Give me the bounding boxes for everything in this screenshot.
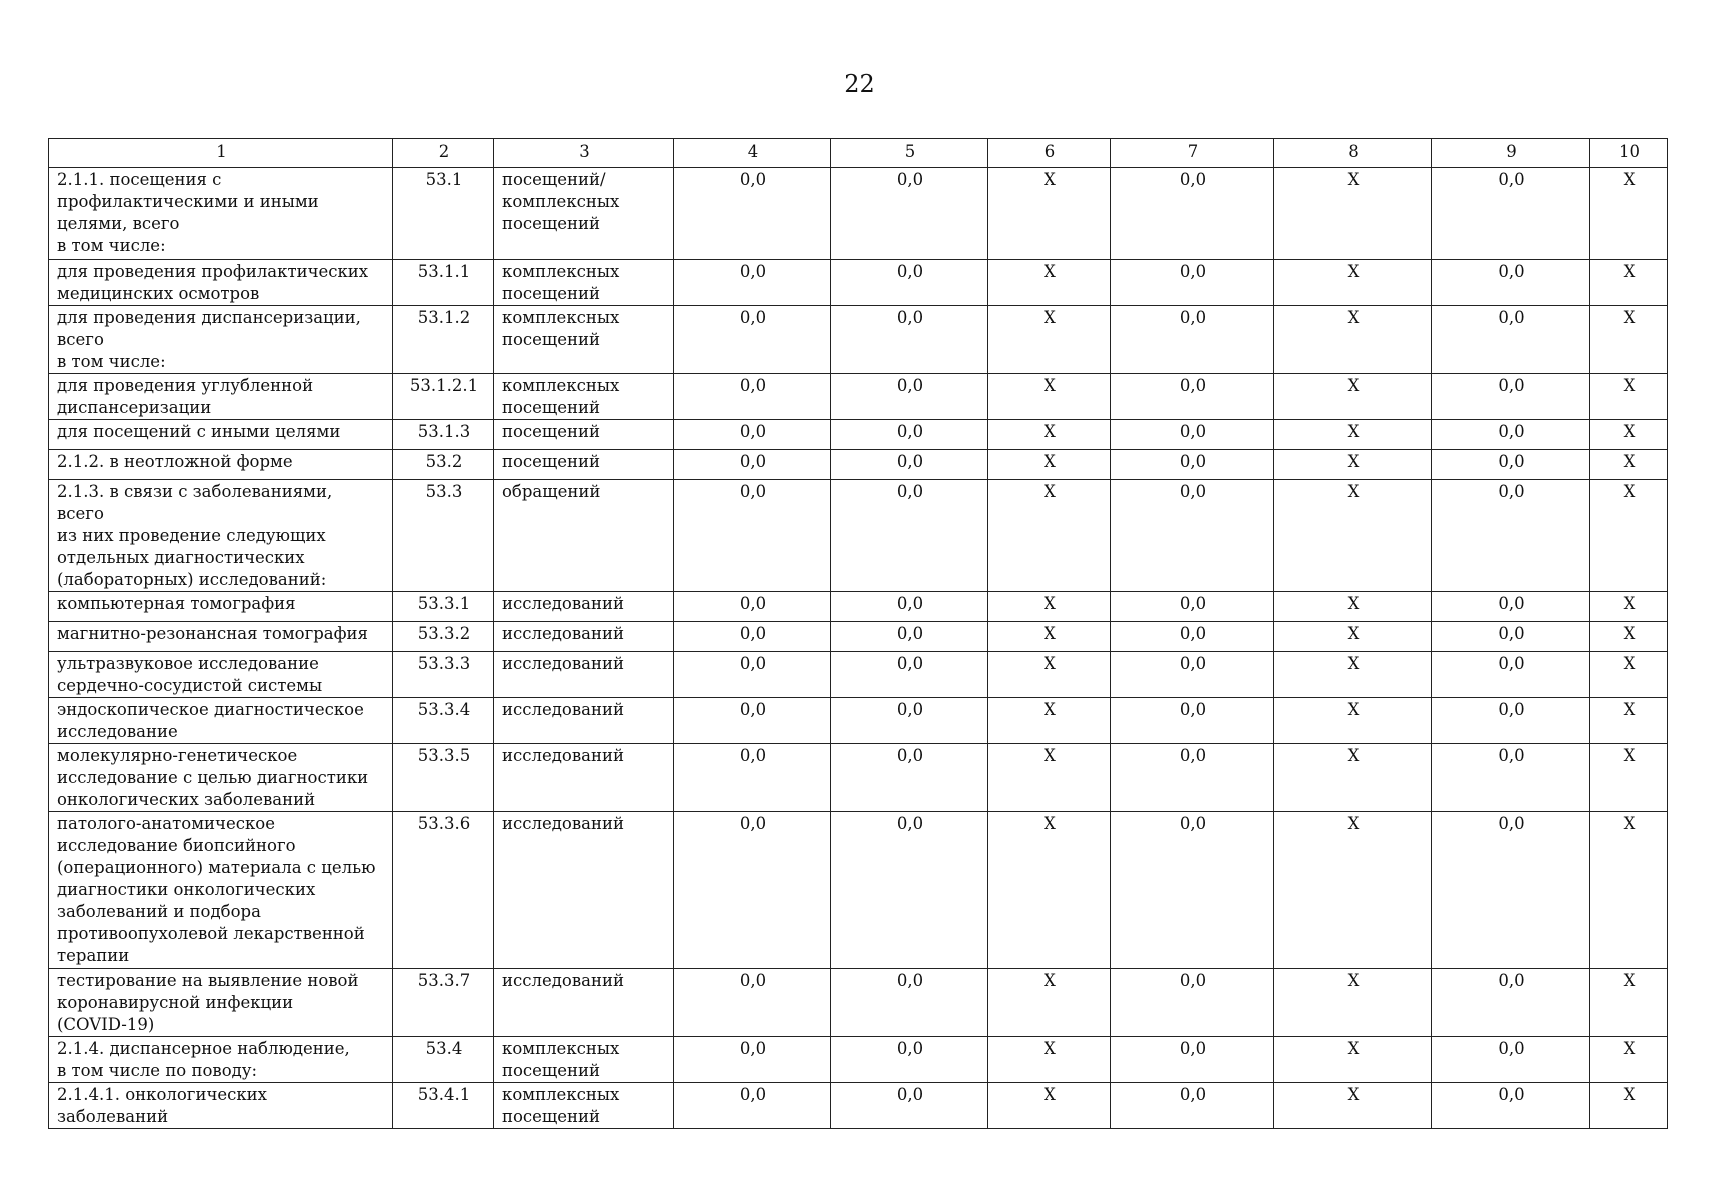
row-code: 53.3.7	[393, 969, 494, 1037]
cell-col7: 0,0	[1111, 260, 1274, 306]
cell-col9: 0,0	[1432, 480, 1590, 592]
row-unit: исследований	[494, 744, 674, 812]
cell-col10: X	[1590, 260, 1668, 306]
table-row	[49, 306, 1668, 374]
column-header-9: 9	[1432, 139, 1590, 168]
row-name: 2.1.2. в неотложной форме	[49, 450, 393, 480]
cell-col6: X	[988, 592, 1111, 622]
cell-col10: X	[1590, 969, 1668, 1037]
cell-col7: 0,0	[1111, 480, 1274, 592]
page-number: 22	[844, 70, 875, 98]
cell-col6: X	[988, 812, 1111, 969]
cell-col8: X	[1274, 480, 1432, 592]
cell-col9: 0,0	[1432, 306, 1590, 374]
row-name: для проведения профилактических медицинских осмотров	[49, 260, 393, 306]
table-row	[49, 1037, 1668, 1083]
cell-col4: 0,0	[674, 306, 831, 374]
column-header-5: 5	[831, 139, 988, 168]
cell-col9: 0,0	[1432, 374, 1590, 420]
cell-col5: 0,0	[831, 592, 988, 622]
cell-col4: 0,0	[674, 374, 831, 420]
row-code: 53.4.1	[393, 1083, 494, 1129]
cell-col4: 0,0	[674, 168, 831, 260]
cell-col8: X	[1274, 450, 1432, 480]
cell-col5: 0,0	[831, 420, 988, 450]
cell-col6: X	[988, 698, 1111, 744]
cell-col6: X	[988, 168, 1111, 260]
row-name: 2.1.1. посещения с профилактическими и иными целями, всего в том числе:	[49, 168, 393, 260]
column-header-2: 2	[393, 139, 494, 168]
cell-col4: 0,0	[674, 450, 831, 480]
cell-col8: X	[1274, 969, 1432, 1037]
cell-col8: X	[1274, 306, 1432, 374]
cell-col10: X	[1590, 306, 1668, 374]
row-code: 53.3.4	[393, 698, 494, 744]
cell-col6: X	[988, 260, 1111, 306]
column-header-3: 3	[494, 139, 674, 168]
cell-col4: 0,0	[674, 812, 831, 969]
cell-col10: X	[1590, 168, 1668, 260]
row-unit: комплексных посещений	[494, 1083, 674, 1129]
table-row	[49, 374, 1668, 420]
cell-col6: X	[988, 1083, 1111, 1129]
cell-col4: 0,0	[674, 1083, 831, 1129]
cell-col10: X	[1590, 652, 1668, 698]
row-name: для посещений с иными целями	[49, 420, 393, 450]
cell-col4: 0,0	[674, 969, 831, 1037]
cell-col4: 0,0	[674, 420, 831, 450]
cell-col9: 0,0	[1432, 592, 1590, 622]
cell-col8: X	[1274, 374, 1432, 420]
cell-col4: 0,0	[674, 622, 831, 652]
cell-col5: 0,0	[831, 652, 988, 698]
cell-col7: 0,0	[1111, 1083, 1274, 1129]
table-row	[49, 420, 1668, 450]
table-row	[49, 168, 1668, 260]
row-name: эндоскопическое диагностическое исследование	[49, 698, 393, 744]
row-code: 53.1.3	[393, 420, 494, 450]
cell-col8: X	[1274, 592, 1432, 622]
cell-col5: 0,0	[831, 812, 988, 969]
cell-col5: 0,0	[831, 374, 988, 420]
row-code: 53.1	[393, 168, 494, 260]
cell-col9: 0,0	[1432, 652, 1590, 698]
row-name: молекулярно-генетическое исследование с целью диагностики онкологических заболеваний	[49, 744, 393, 812]
row-unit: посещений/ комплексных посещений	[494, 168, 674, 260]
table-row	[49, 592, 1668, 622]
cell-col5: 0,0	[831, 450, 988, 480]
cell-col10: X	[1590, 622, 1668, 652]
cell-col9: 0,0	[1432, 622, 1590, 652]
table-row	[49, 450, 1668, 480]
cell-col9: 0,0	[1432, 420, 1590, 450]
cell-col8: X	[1274, 698, 1432, 744]
column-header-4: 4	[674, 139, 831, 168]
cell-col7: 0,0	[1111, 652, 1274, 698]
cell-col10: X	[1590, 592, 1668, 622]
cell-col8: X	[1274, 652, 1432, 698]
table-row	[49, 698, 1668, 744]
cell-col6: X	[988, 420, 1111, 450]
cell-col5: 0,0	[831, 1037, 988, 1083]
cell-col9: 0,0	[1432, 698, 1590, 744]
row-name: магнитно-резонансная томография	[49, 622, 393, 652]
table-row	[49, 260, 1668, 306]
cell-col6: X	[988, 1037, 1111, 1083]
table-row	[49, 480, 1668, 592]
row-name: 2.1.4. диспансерное наблюдение, в том числе по поводу:	[49, 1037, 393, 1083]
cell-col7: 0,0	[1111, 969, 1274, 1037]
cell-col4: 0,0	[674, 1037, 831, 1083]
cell-col5: 0,0	[831, 969, 988, 1037]
cell-col8: X	[1274, 744, 1432, 812]
cell-col5: 0,0	[831, 1083, 988, 1129]
cell-col4: 0,0	[674, 744, 831, 812]
row-name: для проведения диспансеризации, всего в том числе:	[49, 306, 393, 374]
cell-col8: X	[1274, 622, 1432, 652]
cell-col10: X	[1590, 744, 1668, 812]
cell-col10: X	[1590, 420, 1668, 450]
row-unit: исследований	[494, 652, 674, 698]
table-row	[49, 622, 1668, 652]
cell-col10: X	[1590, 1083, 1668, 1129]
cell-col7: 0,0	[1111, 592, 1274, 622]
row-unit: посещений	[494, 420, 674, 450]
table-row	[49, 1083, 1668, 1129]
row-unit: обращений	[494, 480, 674, 592]
row-unit: исследований	[494, 812, 674, 969]
row-name: компьютерная томография	[49, 592, 393, 622]
cell-col7: 0,0	[1111, 622, 1274, 652]
cell-col5: 0,0	[831, 622, 988, 652]
row-code: 53.1.1	[393, 260, 494, 306]
cell-col6: X	[988, 652, 1111, 698]
row-code: 53.3.3	[393, 652, 494, 698]
row-code: 53.1.2.1	[393, 374, 494, 420]
cell-col4: 0,0	[674, 260, 831, 306]
column-header-6: 6	[988, 139, 1111, 168]
header-row	[49, 139, 1668, 168]
cell-col7: 0,0	[1111, 1037, 1274, 1083]
cell-col8: X	[1274, 812, 1432, 969]
column-header-7: 7	[1111, 139, 1274, 168]
column-header-8: 8	[1274, 139, 1432, 168]
cell-col7: 0,0	[1111, 306, 1274, 374]
cell-col7: 0,0	[1111, 698, 1274, 744]
cell-col9: 0,0	[1432, 969, 1590, 1037]
row-unit: посещений	[494, 450, 674, 480]
cell-col5: 0,0	[831, 744, 988, 812]
row-code: 53.3.6	[393, 812, 494, 969]
row-code: 53.4	[393, 1037, 494, 1083]
table-row	[49, 652, 1668, 698]
cell-col6: X	[988, 969, 1111, 1037]
table-row	[49, 812, 1668, 969]
cell-col6: X	[988, 744, 1111, 812]
cell-col4: 0,0	[674, 698, 831, 744]
row-code: 53.3.5	[393, 744, 494, 812]
cell-col7: 0,0	[1111, 374, 1274, 420]
cell-col7: 0,0	[1111, 168, 1274, 260]
cell-col10: X	[1590, 1037, 1668, 1083]
cell-col6: X	[988, 622, 1111, 652]
cell-col5: 0,0	[831, 306, 988, 374]
row-unit: исследований	[494, 592, 674, 622]
row-name: для проведения углубленной диспансеризации	[49, 374, 393, 420]
cell-col8: X	[1274, 168, 1432, 260]
row-unit: исследований	[494, 698, 674, 744]
cell-col10: X	[1590, 698, 1668, 744]
cell-col9: 0,0	[1432, 450, 1590, 480]
table-row	[49, 744, 1668, 812]
row-name: 2.1.4.1. онкологических заболеваний	[49, 1083, 393, 1129]
cell-col8: X	[1274, 260, 1432, 306]
cell-col7: 0,0	[1111, 420, 1274, 450]
row-unit: исследований	[494, 622, 674, 652]
cell-col5: 0,0	[831, 480, 988, 592]
column-header-10: 10	[1590, 139, 1668, 168]
cell-col6: X	[988, 480, 1111, 592]
cell-col5: 0,0	[831, 260, 988, 306]
cell-col7: 0,0	[1111, 812, 1274, 969]
row-name: ультразвуковое исследование сердечно-сосудистой системы	[49, 652, 393, 698]
row-code: 53.3.2	[393, 622, 494, 652]
cell-col8: X	[1274, 1083, 1432, 1129]
row-code: 53.1.2	[393, 306, 494, 374]
data-table	[48, 138, 1668, 1129]
cell-col9: 0,0	[1432, 744, 1590, 812]
cell-col4: 0,0	[674, 592, 831, 622]
cell-col9: 0,0	[1432, 1083, 1590, 1129]
cell-col7: 0,0	[1111, 450, 1274, 480]
cell-col8: X	[1274, 1037, 1432, 1083]
row-unit: комплексных посещений	[494, 1037, 674, 1083]
row-code: 53.3	[393, 480, 494, 592]
cell-col10: X	[1590, 812, 1668, 969]
cell-col8: X	[1274, 420, 1432, 450]
row-code: 53.2	[393, 450, 494, 480]
cell-col5: 0,0	[831, 698, 988, 744]
cell-col6: X	[988, 306, 1111, 374]
row-unit: исследований	[494, 969, 674, 1037]
column-header-1: 1	[49, 139, 393, 168]
row-unit: комплексных посещений	[494, 306, 674, 374]
cell-col10: X	[1590, 480, 1668, 592]
row-name: 2.1.3. в связи с заболеваниями, всего из них проведение следующих отдельных диагностических (лабораторных) исследований:	[49, 480, 393, 592]
cell-col9: 0,0	[1432, 168, 1590, 260]
cell-col6: X	[988, 374, 1111, 420]
row-code: 53.3.1	[393, 592, 494, 622]
table-row	[49, 969, 1668, 1037]
row-name: патолого-анатомическое исследование биопсийного (операционного) материала с целью диагностики онкологических заболеваний и подбора противоопухолевой лекарственной терапии	[49, 812, 393, 969]
cell-col6: X	[988, 450, 1111, 480]
cell-col5: 0,0	[831, 168, 988, 260]
cell-col9: 0,0	[1432, 812, 1590, 969]
cell-col7: 0,0	[1111, 744, 1274, 812]
row-name: тестирование на выявление новой коронавирусной инфекции (COVID-19)	[49, 969, 393, 1037]
cell-col10: X	[1590, 374, 1668, 420]
row-unit: комплексных посещений	[494, 374, 674, 420]
row-unit: комплексных посещений	[494, 260, 674, 306]
cell-col10: X	[1590, 450, 1668, 480]
cell-col9: 0,0	[1432, 260, 1590, 306]
cell-col4: 0,0	[674, 480, 831, 592]
cell-col4: 0,0	[674, 652, 831, 698]
cell-col9: 0,0	[1432, 1037, 1590, 1083]
